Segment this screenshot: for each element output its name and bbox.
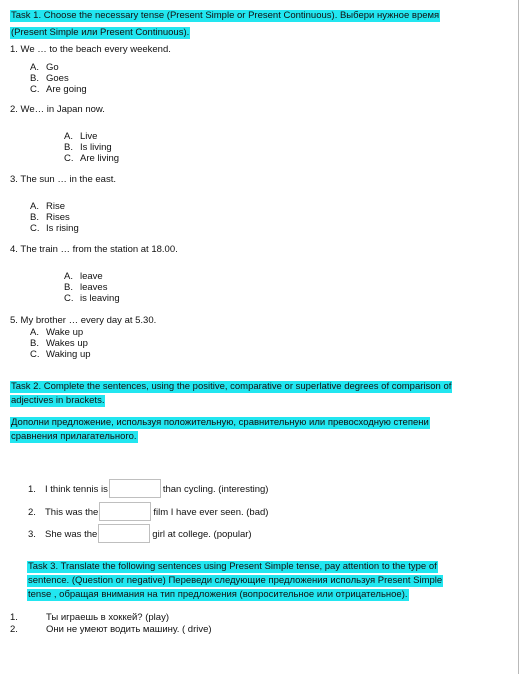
task2-ru-line-2: сравнения прилагательного. <box>11 431 137 442</box>
question-3: 3. The sun … in the east. <box>10 174 116 185</box>
question-5: 5. My brother … every day at 5.30. <box>10 315 157 326</box>
q1-option-a[interactable]: A. Go <box>30 62 59 73</box>
q4-option-c[interactable]: C. is leaving <box>64 293 120 304</box>
task3-item-2: 2. Они не умеют водить машину. ( drive) <box>10 624 212 635</box>
q1-option-b[interactable]: B. Goes <box>30 73 69 84</box>
q2-option-c[interactable]: C. Are living <box>64 153 120 164</box>
task1-header-line-2: (Present Simple или Present Continuous). <box>11 27 190 38</box>
q2-option-a[interactable]: A. Live <box>64 131 98 142</box>
question-4: 4. The train … from the station at 18.00. <box>10 244 178 255</box>
blank-input-1[interactable] <box>109 479 161 498</box>
task2-item-2: 2. This was the film I have ever seen. (bad) <box>28 502 268 522</box>
q1-option-c[interactable]: C. Are going <box>30 84 87 95</box>
q5-option-a[interactable]: A. Wake up <box>30 327 84 338</box>
task1-header-line-1: Task 1. Choose the necessary tense (Present Simple or Present Continuous). Выбери нужное время <box>11 10 440 21</box>
page-edge <box>518 0 519 674</box>
q4-option-a[interactable]: A. leave <box>64 271 103 282</box>
blank-input-3[interactable] <box>98 524 150 543</box>
task2-item-3: 3. She was the girl at college. (popular) <box>28 524 252 544</box>
q3-option-a[interactable]: A. Rise <box>30 201 66 212</box>
task3-header-line-3: tense , обращая внимания на тип предложения (вопросительное или отрицательное). <box>28 589 408 600</box>
task3-item-1: 1. Ты играешь в хоккей? (play) <box>10 612 169 623</box>
q2-option-b[interactable]: B. Is living <box>64 142 112 153</box>
q4-option-b[interactable]: B. leaves <box>64 282 108 293</box>
task3-header-line-2: sentence. (Question or negative) Переведи следующие предложения используя Present Simple <box>28 575 443 586</box>
q5-option-c[interactable]: C. Waking up <box>30 349 91 360</box>
task2-ru-line-1: Дополни предложение, используя положительную, сравнительную или превосходную степени <box>11 417 429 428</box>
q3-option-b[interactable]: B. Rises <box>30 212 70 223</box>
q5-option-b[interactable]: B. Wakes up <box>30 338 88 349</box>
question-1: 1. We … to the beach every weekend. <box>10 44 171 55</box>
task2-header-line-2: adjectives in brackets. <box>11 395 105 406</box>
question-2: 2. We… in Japan now. <box>10 104 105 115</box>
task2-item-1: 1. I think tennis is than cycling. (interesting) <box>28 479 268 499</box>
task2-header-line-1: Task 2. Complete the sentences, using the positive, comparative or superlative degrees of comparison of <box>11 381 452 392</box>
task3-header-line-1: Task 3. Translate the following sentences using Present Simple tense, pay attention to the type of <box>28 561 437 572</box>
blank-input-2[interactable] <box>99 502 151 521</box>
q3-option-c[interactable]: C. Is rising <box>30 223 79 234</box>
